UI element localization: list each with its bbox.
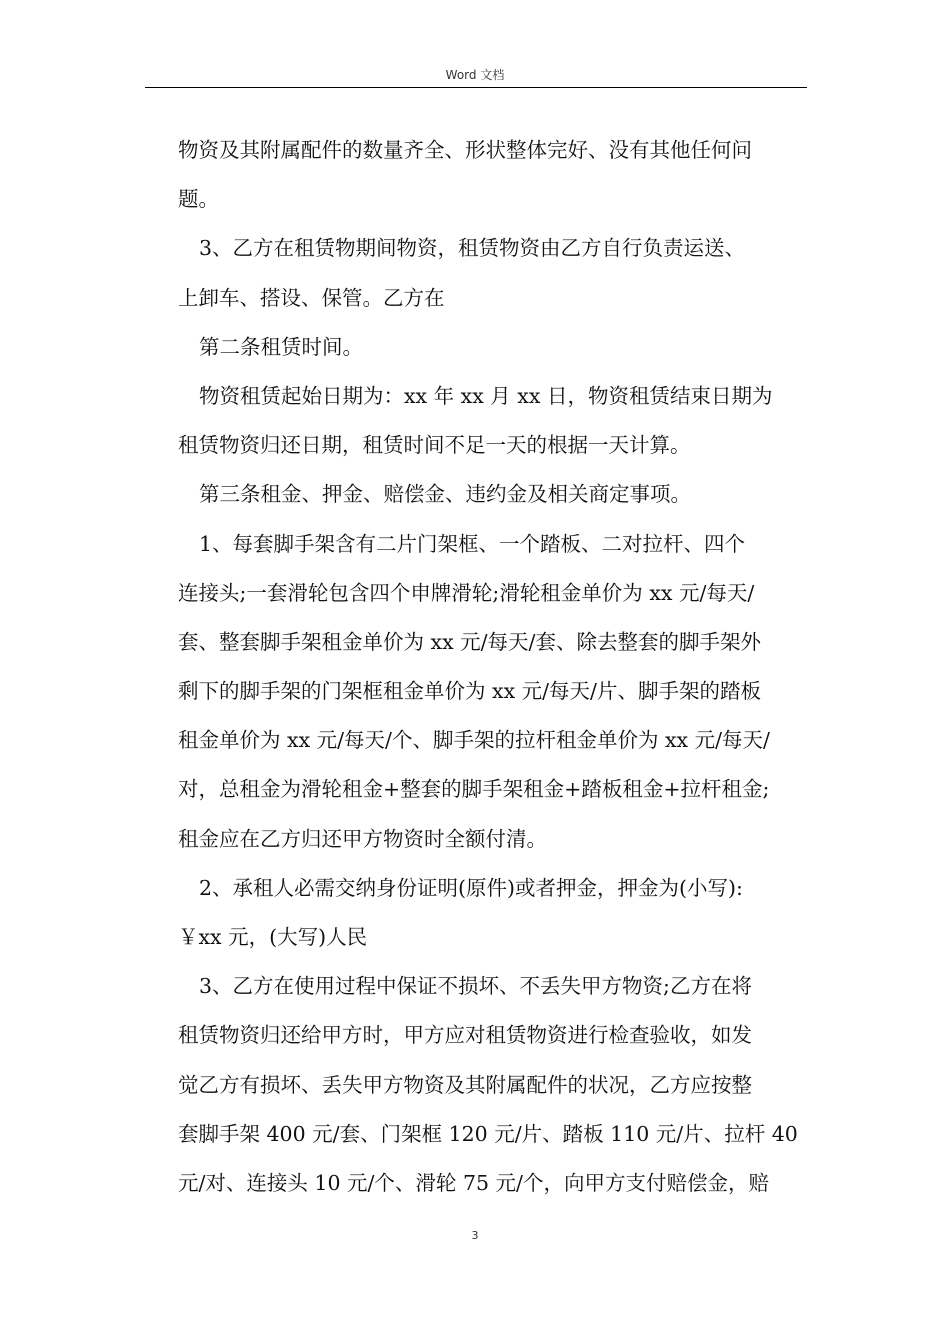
text-line: 觉乙方有损坏、丢失甲方物资及其附属配件的状况，乙方应按整 [178, 1072, 752, 1097]
text-line: 对，总租金为滑轮租金+整套的脚手架租金+踏板租金+拉杆租金; [178, 777, 770, 802]
text-line: 租赁物资归还日期，租赁时间不足一天的根据一天计算。 [178, 433, 691, 458]
text-line: 物资租赁起始日期为：xx 年 xx 月 xx 日，物资租赁结束日期为 [199, 383, 773, 408]
text-line: 元/对、连接头 10 元/个、滑轮 75 元/个，向甲方支付赔偿金，赔 [178, 1170, 769, 1195]
text-line: 上卸车、搭设、保管。乙方在 [178, 285, 445, 310]
text-line: 3、乙方在租赁物期间物资，租赁物资由乙方自行负责运送、 [199, 236, 746, 261]
text-line: 3、乙方在使用过程中保证不损坏、不丢失甲方物资;乙方在将 [199, 974, 752, 999]
page-number: 3 [471, 1229, 479, 1242]
text-line: 题。 [178, 187, 219, 212]
text-line: 租金单价为 xx 元/每天/个、脚手架的拉杆租金单价为 xx 元/每天/ [178, 728, 770, 753]
header-divider [145, 87, 807, 88]
text-line: ￥xx 元，(大写)人民 [178, 925, 368, 949]
section-heading: 第二条租赁时间。 [199, 334, 363, 359]
text-line: 剩下的脚手架的门架框租金单价为 xx 元/每天/片、脚手架的踏板 [178, 679, 761, 704]
text-line: 租金应在乙方归还甲方物资时全额付清。 [178, 826, 547, 851]
text-line: 连接头;一套滑轮包含四个申牌滑轮;滑轮租金单价为 xx 元/每天/ [178, 580, 755, 605]
text-line: 物资及其附属配件的数量齐全、形状整体完好、没有其他任何问 [178, 138, 752, 162]
text-line: 2、承租人必需交纳身份证明(原件)或者押金，押金为(小写): [199, 875, 743, 900]
text-line: 租赁物资归还给甲方时，甲方应对租赁物资进行检查验收，如发 [178, 1023, 752, 1048]
text-line: 1、每套脚手架含有二片门架框、一个踏板、二对拉杆、四个 [199, 531, 746, 556]
document-body [178, 126, 808, 1208]
section-heading: 第三条租金、押金、赔偿金、违约金及相关商定事项。 [199, 482, 691, 507]
page-header: Word 文档 [445, 68, 505, 82]
text-line: 套脚手架 400 元/套、门架框 120 元/片、踏板 110 元/片、拉杆 40 [178, 1121, 798, 1146]
text-line: 套、整套脚手架租金单价为 xx 元/每天/套、除去整套的脚手架外 [178, 629, 761, 654]
